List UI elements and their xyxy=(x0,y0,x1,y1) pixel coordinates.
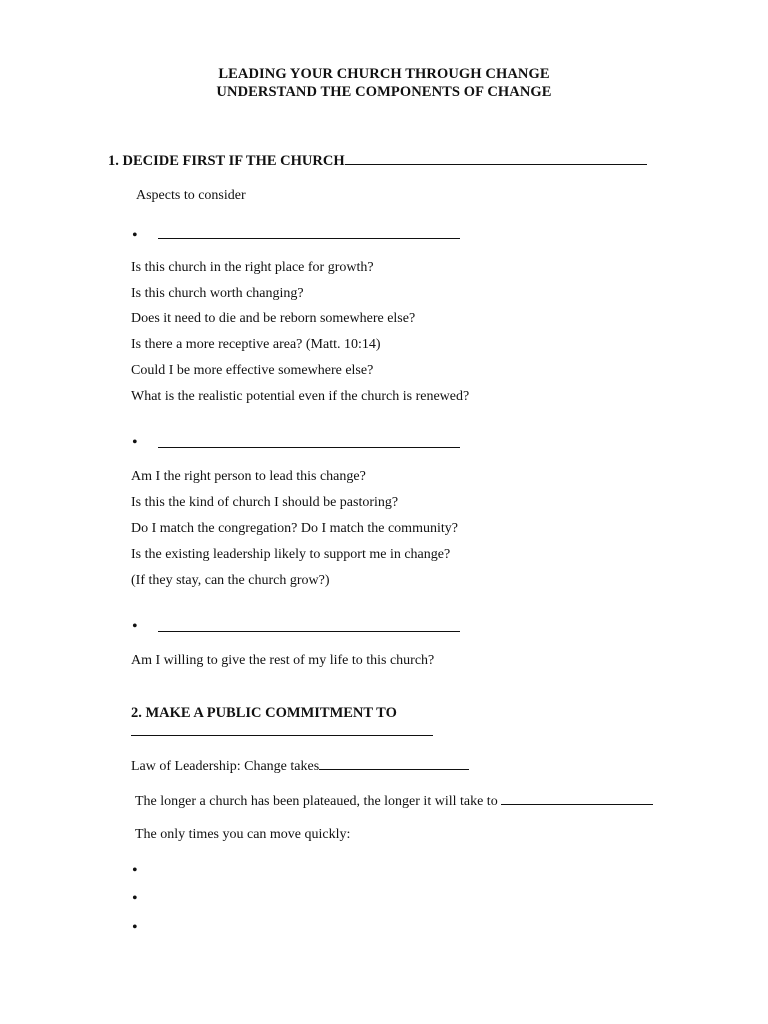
law-of-leadership-text: Law of Leadership: Change takes xyxy=(131,759,320,774)
question-line: (If they stay, can the church grow?) xyxy=(131,573,330,588)
question-line: Do I match the congregation? Do I match the community? xyxy=(131,521,458,536)
question-line: Am I willing to give the rest of my life to this church? xyxy=(131,653,435,668)
section-2-blank xyxy=(131,735,433,736)
document-subtitle: UNDERSTAND THE COMPONENTS OF CHANGE xyxy=(216,84,552,100)
section-1-heading xyxy=(108,152,647,170)
move-quickly-label: The only times you can move quickly: xyxy=(135,827,351,842)
bullet-2: • xyxy=(132,434,138,451)
question-line: Could I be more effective somewhere else? xyxy=(131,363,374,378)
law-of-leadership-line xyxy=(131,757,469,775)
question-line: Is this church worth changing? xyxy=(131,286,304,301)
question-line: Am I the right person to lead this change? xyxy=(131,469,366,484)
bullet-3-blank xyxy=(158,631,460,632)
question-line: What is the realistic potential even if the church is renewed? xyxy=(131,389,470,404)
bullet-1: • xyxy=(132,227,138,244)
section-2-heading: 2. MAKE A PUBLIC COMMITMENT TO xyxy=(131,705,397,721)
question-line: Is there a more receptive area? (Matt. 10:14) xyxy=(131,337,381,352)
question-line: Is the existing leadership likely to support me in change? xyxy=(131,547,451,562)
bullet-6: • xyxy=(132,919,138,936)
law-of-leadership-blank xyxy=(319,757,469,770)
bullet-1-blank xyxy=(158,238,460,239)
plateau-blank xyxy=(501,792,653,805)
plateau-line xyxy=(135,792,653,810)
bullet-2-blank xyxy=(158,447,460,448)
section-1-heading-text: 1. DECIDE FIRST IF THE CHURCH xyxy=(108,153,345,169)
section-1-blank xyxy=(345,152,647,165)
bullet-3: • xyxy=(132,618,138,635)
bullet-4: • xyxy=(132,862,138,879)
question-line: Is this the kind of church I should be pastoring? xyxy=(131,495,399,510)
question-line: Is this church in the right place for growth? xyxy=(131,260,374,275)
question-line: Does it need to die and be reborn somewhere else? xyxy=(131,311,416,326)
document-title: LEADING YOUR CHURCH THROUGH CHANGE xyxy=(218,66,550,82)
plateau-text: The longer a church has been plateaued, the longer it will take to xyxy=(135,794,498,809)
aspects-label: Aspects to consider xyxy=(136,188,246,203)
bullet-5: • xyxy=(132,890,138,907)
